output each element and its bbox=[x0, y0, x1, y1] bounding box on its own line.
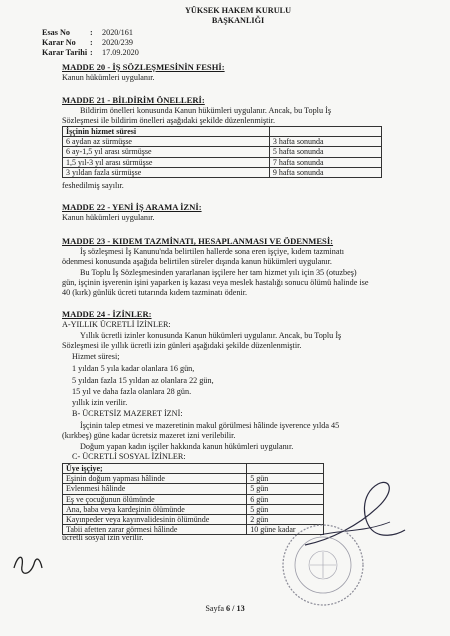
m23-p1b: ödenmesi konusunda aşağıda belirtilen süreler dışında kanun hükümleri uygulanır. bbox=[62, 257, 332, 266]
table-row: Tabii afetten zarar görmesi hâlinde 10 güne kadar bbox=[63, 525, 324, 535]
table-header-cell: İşçinin hizmet süresi bbox=[63, 127, 270, 137]
meta-row-tarih: Karar Tarihi : 17.09.2020 bbox=[42, 48, 139, 57]
m23-title: MADDE 23 - KIDEM TAZMİNATI, HESAPLANMASI VE ÖDENMESİ: bbox=[62, 236, 334, 246]
table-row: Eşinin doğum yapması hâlinde 5 gün bbox=[63, 474, 324, 484]
m24-c-title: C- ÜCRETLİ SOSYAL İZİNLER: bbox=[72, 452, 186, 461]
m24-b1: İşçinin talep etmesi ve mazeretinin makul görülmesi hâlinde işverence yılda 45 bbox=[80, 421, 340, 430]
m23-p2a: Bu Toplu İş Sözleşmesinden yararlanan işçilere her tam hizmet yılı için 35 (otuzbeş) bbox=[80, 268, 357, 277]
m24-a-l2: 5 yıldan fazla 15 yıldan az olanlara 22 gün, bbox=[72, 376, 214, 385]
header-line2: BAŞKANLIĞI bbox=[211, 16, 265, 25]
m20-title: MADDE 20 - İŞ SÖZLEŞMESİNİN FESHİ: bbox=[62, 62, 225, 72]
m21-body-1: Bildirim önelleri konusunda Kanun hükümleri uygulanır. Ancak, bu Toplu İş bbox=[80, 106, 332, 115]
m23-p2c: 40 (kırk) günlük ücreti tutarında kıdem tazminatı ödenir. bbox=[62, 288, 248, 297]
m22-body: Kanun hükümleri uygulanır. bbox=[62, 213, 155, 222]
table-row: 6 ay-1,5 yıl arası sürmüşse 5 hafta sonunda bbox=[63, 147, 382, 157]
header-line1: YÜKSEK HAKEM KURULU bbox=[185, 6, 291, 15]
page-number: Sayfa 6 / 13 bbox=[205, 604, 245, 613]
table-row bbox=[63, 127, 382, 137]
table-row: Eş ve çocuğunun ölümünde 6 gün bbox=[63, 494, 324, 504]
m24-a-title: A-YILLIK ÜCRETLİ İZİNLER: bbox=[62, 320, 171, 329]
m24-title: MADDE 24 - İZİNLER: bbox=[62, 309, 152, 319]
table-row bbox=[63, 464, 324, 474]
table-row: Ana, baba veya kardeşinin ölümünde 5 gün bbox=[63, 504, 324, 514]
table-row: 6 aydan az sürmüşse 3 hafta sonunda bbox=[63, 137, 382, 147]
m21-body-2: Sözleşmesi ile bildirim önelleri aşağıdaki şekilde düzenlenmiştir. bbox=[62, 116, 276, 125]
m23-p2b: gün, işçinin işverenin işini yaparken iş kazası veya meslek hastalığı sonucu ölümü halinde ise bbox=[62, 278, 369, 287]
m20-body: Kanun hükümleri uygulanır. bbox=[62, 73, 155, 82]
table-row: Kayınpeder veya kayınvalidesinin ölümünde 2 gün bbox=[63, 515, 324, 525]
notice-period-table bbox=[62, 126, 382, 178]
official-seal bbox=[278, 520, 368, 610]
page-header bbox=[168, 6, 308, 26]
m24-a-l3: 15 yıl ve daha fazla olanlara 28 gün. bbox=[72, 387, 192, 396]
m24-c-after: ücretli sosyal izin verilir. bbox=[62, 533, 144, 542]
table-row: 1,5 yıl-3 yıl arası sürmüşse 7 hafta sonunda bbox=[63, 157, 382, 167]
initials-signature bbox=[10, 548, 46, 580]
m24-a-l4: yıllık izin verilir. bbox=[72, 398, 128, 407]
m24-b2: (kırkbeş) güne kadar ücretsiz mazeret izni verilebilir. bbox=[62, 431, 236, 440]
m21-after: feshedilmiş sayılır. bbox=[62, 181, 124, 190]
case-meta bbox=[42, 28, 139, 58]
m24-b-title: B- ÜCRETSİZ MAZERET İZNİ: bbox=[72, 409, 183, 418]
m24-a2: Sözleşmesi ile yıllık ücretli izin günleri aşağıdaki şekilde düzenlenmiştir. bbox=[62, 341, 302, 350]
m21-title: MADDE 21 - BİLDİRİM ÖNELLERİ: bbox=[62, 95, 205, 105]
m24-a-hizmet: Hizmet süresi; bbox=[72, 352, 120, 361]
table-row: Evlenmesi hâlinde 5 gün bbox=[63, 484, 324, 494]
m24-a-l1: 1 yıldan 5 yıla kadar olanlara 16 gün, bbox=[72, 364, 195, 373]
m24-b3: Doğum yapan kadın işçiler hakkında kanun hükümleri uygulanır. bbox=[80, 442, 294, 451]
m22-title: MADDE 22 - YENİ İŞ ARAMA İZNİ: bbox=[62, 202, 202, 212]
m23-p1a: İş sözleşmesi İş Kanunu'nda belirtilen hallerde sona eren işçiye, kıdem tazminatı bbox=[80, 247, 345, 256]
meta-row-karar: Karar No : 2020/239 bbox=[42, 38, 133, 47]
table-header-cell: Üye işçiye; bbox=[63, 464, 247, 474]
meta-row-esas: Esas No : 2020/161 bbox=[42, 28, 133, 37]
m24-a1: Yıllık ücretli izinler konusunda Kanun hükümleri uygulanır. Ancak, bu Toplu İş bbox=[80, 331, 342, 340]
table-row: 3 yıldan fazla sürmüşse 9 hafta sonunda bbox=[63, 167, 382, 177]
